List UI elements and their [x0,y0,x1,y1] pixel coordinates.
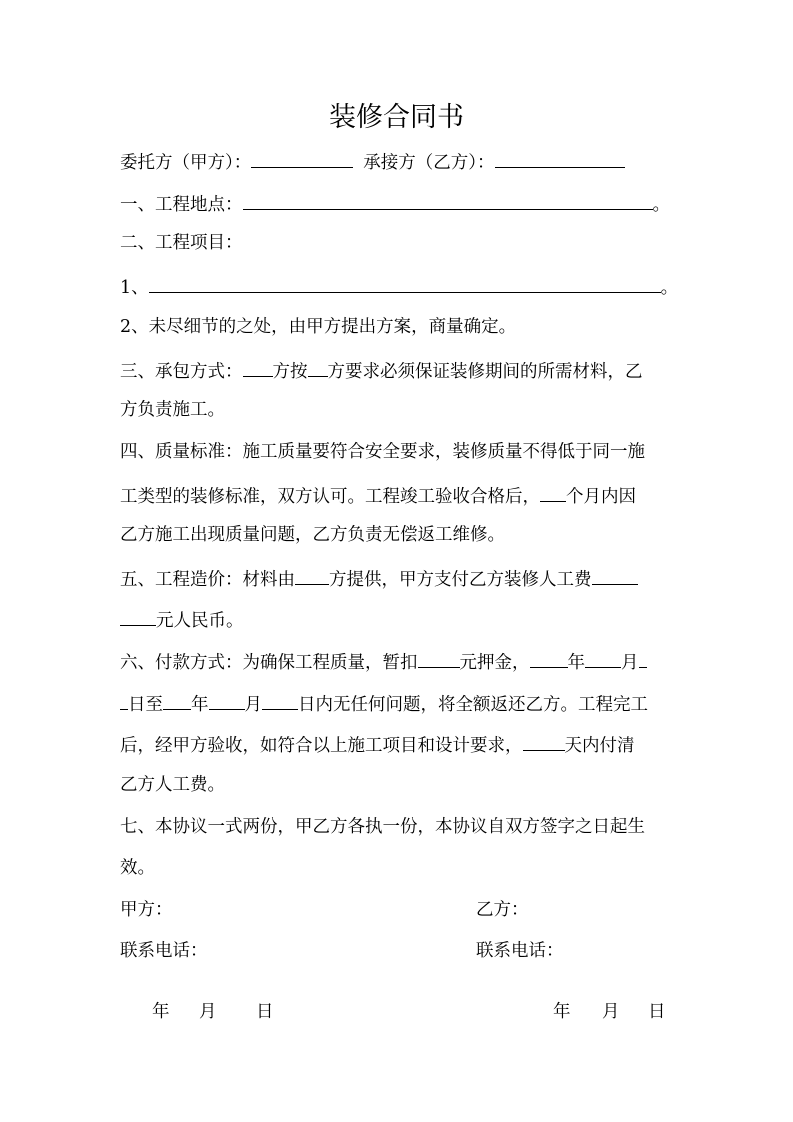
payment-year-label-2: 年 [191,695,209,715]
labor-fee-blank-1[interactable] [592,565,638,585]
project-item-2: 2、未尽细节的之处，由甲方提出方案，商量确定。 [120,317,517,337]
payment-text-d: 天内付清 [564,736,635,756]
cost-text-b: 方提供，甲方支付乙方装修人工费 [329,570,592,590]
warranty-months-blank[interactable] [540,482,566,502]
clause-contracting-line2: 方负责施工。 [120,400,225,420]
start-year-blank[interactable] [530,648,568,668]
project-item-1-blank[interactable] [149,273,661,293]
contracting-party-blank-1[interactable] [243,357,273,377]
payment-month-label-2: 月 [244,695,262,715]
material-party-blank[interactable] [295,565,329,585]
payment-text-b: 元押金， [459,653,530,673]
quality-text-b: 个月内因 [566,487,636,507]
contractor-name-blank[interactable] [495,148,625,168]
project-item-1 [120,273,678,300]
contracting-text-b: 方按 [272,362,308,382]
payment-days-blank[interactable] [523,731,565,751]
party-a-date-month: 月 [199,1002,217,1022]
clause-cost-line1 [120,565,638,592]
clause-project-heading: 二、工程项目： [120,233,243,253]
party-b-date-month: 月 [602,1002,620,1022]
party-b-signature-label: 乙方： [476,900,529,920]
contractor-label: 承接方（乙方）： [363,153,495,173]
clause-quality-line2 [120,482,636,509]
quality-text-a: 工类型的装修标准，双方认可。工程竣工验收合格后， [120,487,540,507]
contracting-label: 三、承包方式： [120,362,243,382]
client-label: 委托方（甲方）： [120,153,252,173]
payment-year-label-1: 年 [567,653,585,673]
location-end: 。 [652,195,670,215]
cost-text-a: 五、工程造价：材料由 [120,570,295,590]
contracting-party-blank-2[interactable] [308,357,328,377]
clause-copies-line1: 七、本协议一式两份，甲乙方各执一份，本协议自双方签字之日起生 [120,817,645,837]
location-label: 一、工程地点： [120,195,243,215]
labor-fee-blank-2[interactable] [120,606,156,626]
deposit-amount-blank[interactable] [418,648,460,668]
location-blank[interactable] [243,190,653,210]
payment-text-a: 六、付款方式：为确保工程质量，暂扣 [120,653,418,673]
clause-location [120,190,670,217]
clause-quality-line1: 四、质量标准：施工质量要符合安全要求，装修质量不得低于同一施 [120,442,645,462]
clause-cost-line2 [120,606,244,633]
end-day-blank[interactable] [262,690,298,710]
party-a-date-day: 日 [256,1002,274,1022]
party-b-date-day: 日 [648,1002,666,1022]
party-a-signature-label: 甲方： [120,900,173,920]
clause-copies-line2: 效。 [120,858,155,878]
clause-payment-line1 [120,648,647,675]
item1-end: 。 [660,278,679,298]
clause-quality-line3: 乙方施工出现质量问题，乙方负责无偿返工维修。 [120,525,505,545]
clause-payment-line2 [120,690,648,717]
payment-text-c: 后，经甲方验收，如符合以上施工项目和设计要求， [120,736,523,756]
payment-text-day-in: 日内无任何问题，将全额返还乙方。工程完工 [298,695,648,715]
party-a-phone-label: 联系电话： [120,941,208,961]
parties-line [120,148,625,175]
payment-month-label-1: 月 [621,653,639,673]
document-title: 装修合同书 [329,102,464,133]
clause-payment-line3 [120,731,635,758]
start-day-blank-b[interactable] [120,690,128,710]
contracting-text-c: 方要求必须保证装修期间的所需材料，乙 [327,362,643,382]
clause-contracting-line1 [120,357,643,384]
cost-text-currency: 元人民币。 [156,611,244,631]
party-b-date-year: 年 [553,1002,571,1022]
start-month-blank[interactable] [585,648,621,668]
clause-payment-line4: 乙方人工费。 [120,775,225,795]
party-b-phone-label: 联系电话： [476,941,564,961]
item1-label: 1、 [120,278,149,298]
end-year-blank[interactable] [163,690,191,710]
end-month-blank[interactable] [209,690,245,710]
payment-day-to: 日至 [128,695,163,715]
client-name-blank[interactable] [251,148,353,168]
start-day-blank-a[interactable] [639,648,647,668]
party-a-date-year: 年 [152,1002,170,1022]
